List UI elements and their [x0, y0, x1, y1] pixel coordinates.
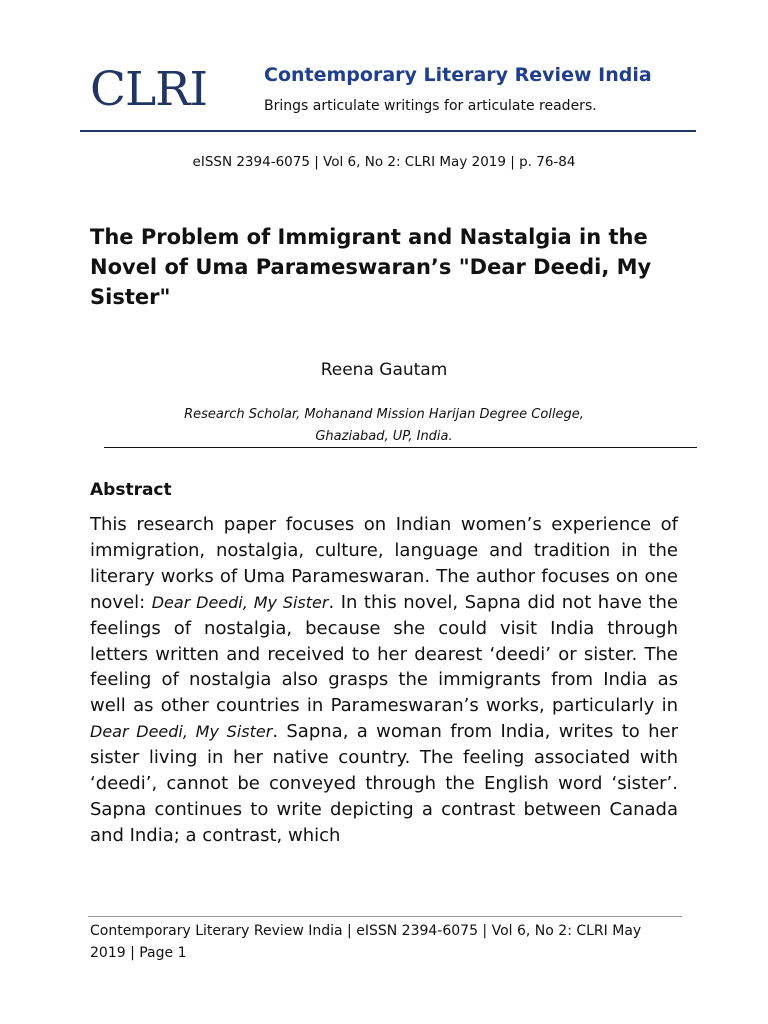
- page-footer: Contemporary Literary Review India | eISSN 2394-6075 | Vol 6, No 2: CLRI May 2019 | Page 1: [90, 923, 642, 961]
- paper-title: The Problem of Immigrant and Nastalgia in the Novel of Uma Parameswaran’s "Dear Deedi, My Sister": [90, 225, 652, 309]
- abstract-text-1: This research paper focuses on Indian women’s experience of immigration, nostalgia, culture, language and tradition in the literary works of Uma Parameswaran. The author focuses on one novel:: [90, 514, 678, 613]
- author-name: Reena Gautam: [320, 360, 448, 380]
- abstract-body: [90, 512, 678, 849]
- abstract-text-3: . Sapna, a woman from India, writes to her sister living in her native country. The feeling associated with ‘deedi’, cannot be conveyed through the English word ‘sister’. Sapna continues to write depicting a contrast between Canada and India; a contrast, which: [90, 721, 679, 846]
- header-divider: [80, 130, 696, 132]
- journal-name: Contemporary Literary Review India: [264, 64, 652, 86]
- journal-logo: CLRI: [90, 62, 208, 117]
- novel-title-2: Dear Deedi, My Sister: [90, 722, 273, 742]
- affiliation-line-1: Research Scholar, Mohanand Mission Harijan Degree College,: [184, 407, 584, 422]
- issn-line: eISSN 2394-6075 | Vol 6, No 2: CLRI May 2019 | p. 76-84: [192, 154, 576, 170]
- abstract-text-2: . In this novel, Sapna did not have the feelings of nostalgia, because she could visit India through letters written and received to her dearest ‘deedi’ or sister. The feeling of nostalgia also grasps the immigrants from India as well as other countries in Parameswaran’s works, particularly in: [90, 591, 678, 717]
- affiliation-line-2: Ghaziabad, UP, India.: [315, 429, 453, 444]
- journal-header: [88, 58, 698, 132]
- novel-title-1: Dear Deedi, My Sister: [151, 592, 329, 612]
- footer-divider: [88, 916, 682, 917]
- abstract-heading: Abstract: [90, 480, 172, 500]
- affiliation-divider: [104, 447, 697, 448]
- journal-tagline: Brings articulate writings for articulate readers.: [264, 98, 597, 114]
- author-affiliation: [100, 404, 668, 448]
